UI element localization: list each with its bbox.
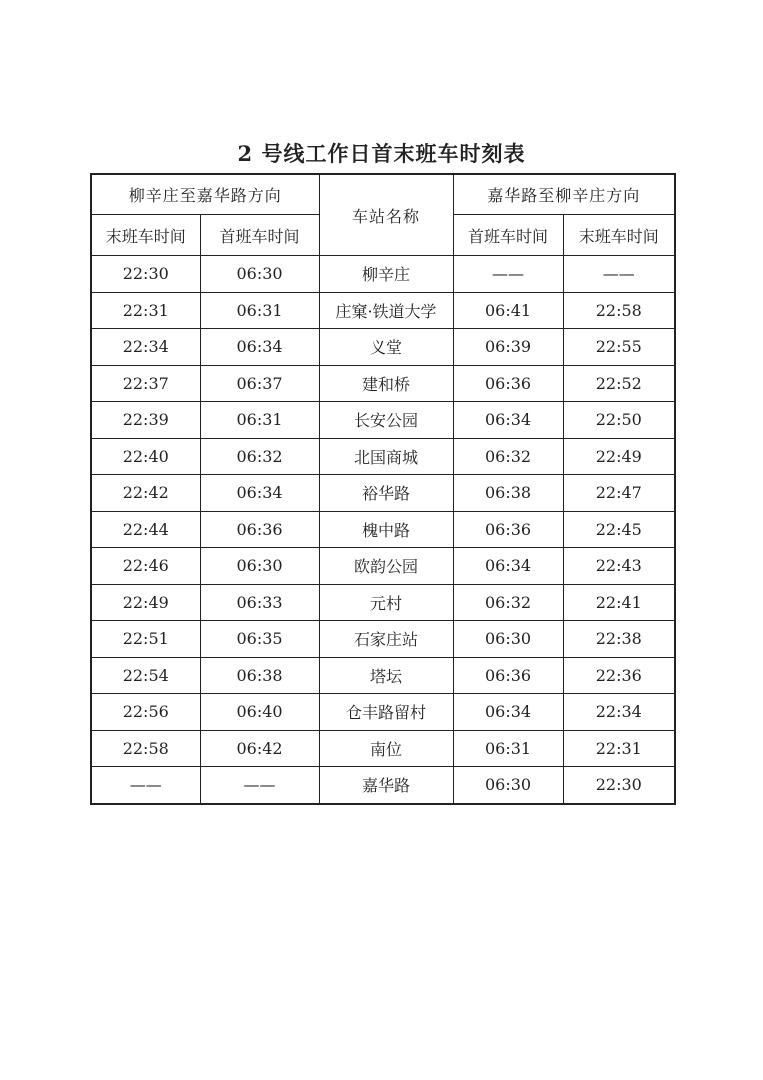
right-first-train-time: 06:34 [453, 402, 563, 439]
right-last-train-header: 末班车时间 [563, 215, 675, 256]
direction-header-left: 柳辛庄至嘉华路方向 [91, 174, 319, 215]
right-last-train-time: 22:47 [563, 475, 675, 512]
station-name: 柳辛庄 [319, 256, 453, 293]
station-name: 长安公园 [319, 402, 453, 439]
right-last-train-time: 22:52 [563, 365, 675, 402]
left-first-train-time: 06:42 [200, 730, 319, 767]
table-row [91, 292, 675, 329]
right-first-train-time: 06:32 [453, 584, 563, 621]
station-name: 塔坛 [319, 657, 453, 694]
right-first-train-time: 06:30 [453, 621, 563, 658]
left-last-train-header: 末班车时间 [91, 215, 200, 256]
right-last-train-time: 22:43 [563, 548, 675, 585]
station-name: 欧韵公园 [319, 548, 453, 585]
left-first-train-time: 06:40 [200, 694, 319, 731]
header-row-directions [91, 174, 675, 215]
right-first-train-time: 06:32 [453, 438, 563, 475]
right-first-train-time: 06:34 [453, 548, 563, 585]
table-row [91, 475, 675, 512]
right-first-train-time: 06:31 [453, 730, 563, 767]
page-title: 2 号线工作日首末班车时刻表 [237, 141, 526, 166]
left-first-train-time: 06:33 [200, 584, 319, 621]
right-first-train-time: —— [453, 256, 563, 293]
table-row [91, 767, 675, 804]
left-first-train-header: 首班车时间 [200, 215, 319, 256]
right-first-train-time: 06:39 [453, 329, 563, 366]
left-last-train-time: 22:58 [91, 730, 200, 767]
right-first-train-time: 06:30 [453, 767, 563, 804]
right-last-train-time: 22:31 [563, 730, 675, 767]
right-last-train-time: 22:41 [563, 584, 675, 621]
table-row [91, 657, 675, 694]
right-first-train-time: 06:36 [453, 511, 563, 548]
left-last-train-time: 22:30 [91, 256, 200, 293]
right-last-train-time: 22:36 [563, 657, 675, 694]
right-last-train-time: 22:55 [563, 329, 675, 366]
left-last-train-time: 22:31 [91, 292, 200, 329]
table-row [91, 402, 675, 439]
right-last-train-time: 22:30 [563, 767, 675, 804]
right-first-train-time: 06:41 [453, 292, 563, 329]
station-name: 嘉华路 [319, 767, 453, 804]
left-first-train-time: 06:30 [200, 548, 319, 585]
left-last-train-time: 22:54 [91, 657, 200, 694]
station-name: 裕华路 [319, 475, 453, 512]
table-row [91, 256, 675, 293]
station-name: 义堂 [319, 329, 453, 366]
left-last-train-time: —— [91, 767, 200, 804]
direction-header-right: 嘉华路至柳辛庄方向 [453, 174, 675, 215]
station-name: 元村 [319, 584, 453, 621]
left-first-train-time: 06:36 [200, 511, 319, 548]
left-first-train-time: 06:30 [200, 256, 319, 293]
left-last-train-time: 22:40 [91, 438, 200, 475]
right-last-train-time: 22:58 [563, 292, 675, 329]
left-first-train-time: 06:35 [200, 621, 319, 658]
right-last-train-time: —— [563, 256, 675, 293]
table-row [91, 584, 675, 621]
left-first-train-time: 06:31 [200, 292, 319, 329]
table-row [91, 621, 675, 658]
right-first-train-header: 首班车时间 [453, 215, 563, 256]
left-last-train-time: 22:56 [91, 694, 200, 731]
station-name: 石家庄站 [319, 621, 453, 658]
right-last-train-time: 22:50 [563, 402, 675, 439]
right-last-train-time: 22:45 [563, 511, 675, 548]
station-name: 槐中路 [319, 511, 453, 548]
table-row [91, 438, 675, 475]
right-first-train-time: 06:34 [453, 694, 563, 731]
station-name: 南位 [319, 730, 453, 767]
left-first-train-time: 06:32 [200, 438, 319, 475]
left-first-train-time: 06:37 [200, 365, 319, 402]
right-first-train-time: 06:36 [453, 657, 563, 694]
left-last-train-time: 22:51 [91, 621, 200, 658]
left-last-train-time: 22:37 [91, 365, 200, 402]
table-row [91, 730, 675, 767]
left-last-train-time: 22:39 [91, 402, 200, 439]
right-first-train-time: 06:36 [453, 365, 563, 402]
table-row [91, 365, 675, 402]
table-row [91, 548, 675, 585]
left-last-train-time: 22:42 [91, 475, 200, 512]
left-first-train-time: 06:31 [200, 402, 319, 439]
right-first-train-time: 06:38 [453, 475, 563, 512]
left-first-train-time: —— [200, 767, 319, 804]
timetable [90, 173, 676, 805]
station-name: 北国商城 [319, 438, 453, 475]
left-last-train-time: 22:49 [91, 584, 200, 621]
left-last-train-time: 22:34 [91, 329, 200, 366]
station-name: 建和桥 [319, 365, 453, 402]
left-first-train-time: 06:38 [200, 657, 319, 694]
table-row [91, 694, 675, 731]
left-last-train-time: 22:46 [91, 548, 200, 585]
left-first-train-time: 06:34 [200, 329, 319, 366]
table-row [91, 511, 675, 548]
station-name-header: 车站名称 [319, 174, 453, 256]
station-name: 仓丰路留村 [319, 694, 453, 731]
table-row [91, 329, 675, 366]
left-last-train-time: 22:44 [91, 511, 200, 548]
right-last-train-time: 22:49 [563, 438, 675, 475]
right-last-train-time: 22:34 [563, 694, 675, 731]
station-name: 庄窠·铁道大学 [319, 292, 453, 329]
right-last-train-time: 22:38 [563, 621, 675, 658]
left-first-train-time: 06:34 [200, 475, 319, 512]
